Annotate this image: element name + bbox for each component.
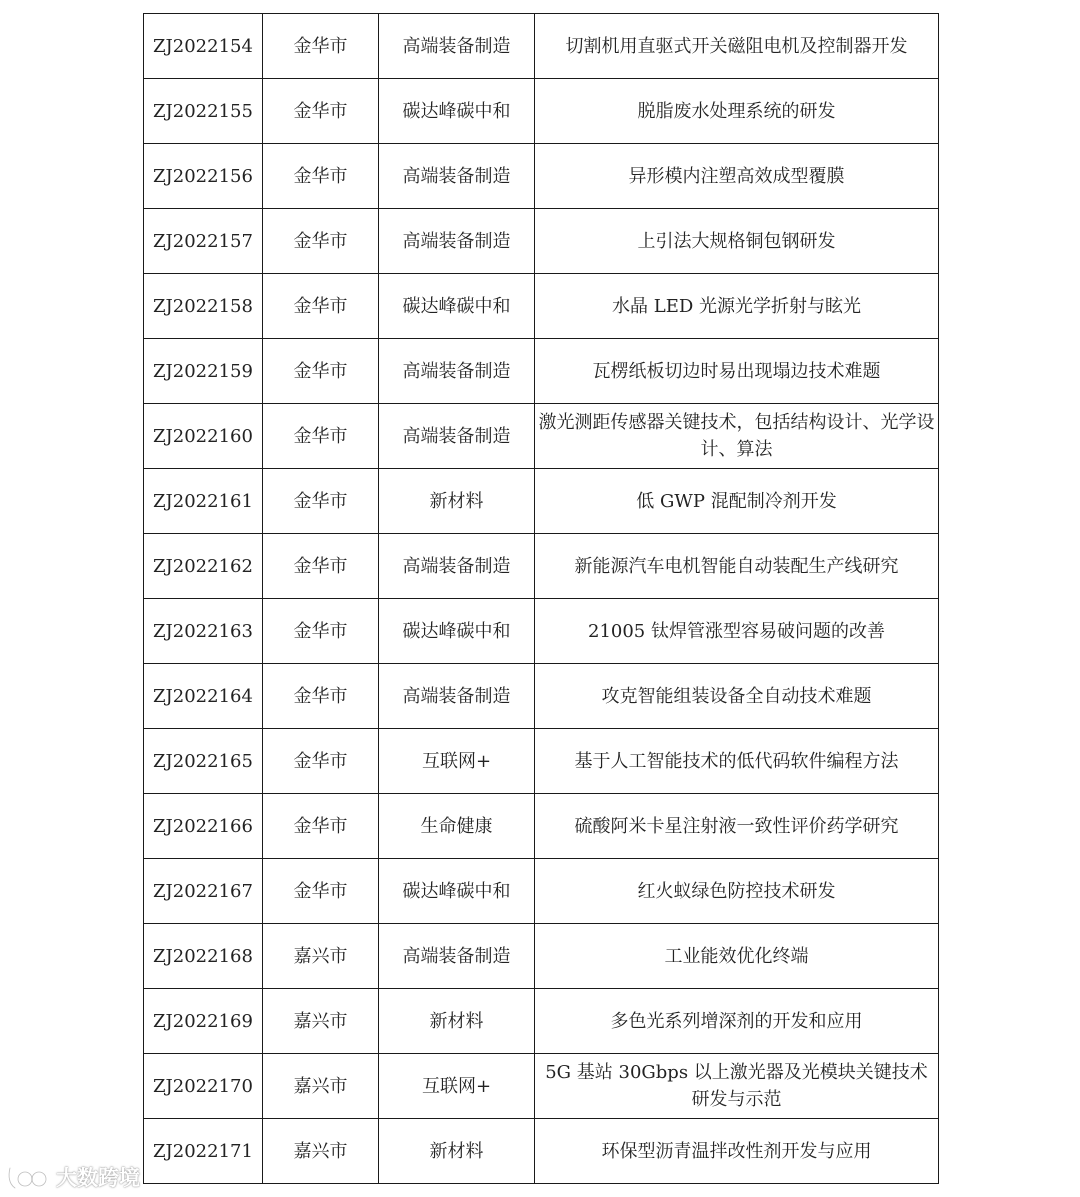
table-row xyxy=(144,469,939,534)
city-cell: 金华市 xyxy=(263,534,379,599)
table-row xyxy=(144,1119,939,1184)
table-row xyxy=(144,209,939,274)
project-code-cell: ZJ2022159 xyxy=(144,339,263,404)
field-cell: 高端装备制造 xyxy=(379,209,535,274)
city-cell: 金华市 xyxy=(263,729,379,794)
table-row xyxy=(144,599,939,664)
city-cell: 金华市 xyxy=(263,469,379,534)
city-cell: 嘉兴市 xyxy=(263,1119,379,1184)
project-code-cell: ZJ2022170 xyxy=(144,1054,263,1119)
project-code-cell: ZJ2022168 xyxy=(144,924,263,989)
field-cell: 高端装备制造 xyxy=(379,14,535,79)
city-cell: 金华市 xyxy=(263,14,379,79)
project-title-cell: 新能源汽车电机智能自动装配生产线研究 xyxy=(535,534,939,599)
city-cell: 金华市 xyxy=(263,664,379,729)
project-title-cell: 低 GWP 混配制冷剂开发 xyxy=(535,469,939,534)
table-row xyxy=(144,79,939,144)
table-row xyxy=(144,534,939,599)
table-row xyxy=(144,664,939,729)
project-code-cell: ZJ2022164 xyxy=(144,664,263,729)
project-code-cell: ZJ2022161 xyxy=(144,469,263,534)
project-code-cell: ZJ2022154 xyxy=(144,14,263,79)
field-cell: 新材料 xyxy=(379,1119,535,1184)
watermark-text: 大数跨境 xyxy=(56,1166,140,1190)
field-cell: 碳达峰碳中和 xyxy=(379,859,535,924)
project-code-cell: ZJ2022169 xyxy=(144,989,263,1054)
table-row xyxy=(144,859,939,924)
project-code-cell: ZJ2022171 xyxy=(144,1119,263,1184)
table-row xyxy=(144,339,939,404)
city-cell: 嘉兴市 xyxy=(263,924,379,989)
field-cell: 互联网+ xyxy=(379,1054,535,1119)
field-cell: 高端装备制造 xyxy=(379,534,535,599)
city-cell: 金华市 xyxy=(263,209,379,274)
project-title-cell: 21005 钛焊管涨型容易破问题的改善 xyxy=(535,599,939,664)
project-title-cell: 脱脂废水处理系统的研发 xyxy=(535,79,939,144)
project-title-cell: 多色光系列增深剂的开发和应用 xyxy=(535,989,939,1054)
city-cell: 金华市 xyxy=(263,599,379,664)
city-cell: 金华市 xyxy=(263,404,379,469)
project-title-cell: 红火蚁绿色防控技术研发 xyxy=(535,859,939,924)
project-title-cell: 5G 基站 30Gbps 以上激光器及光模块关键技术研发与示范 xyxy=(535,1054,939,1119)
watermark xyxy=(6,1160,140,1194)
city-cell: 金华市 xyxy=(263,339,379,404)
table-row xyxy=(144,989,939,1054)
project-title-cell: 基于人工智能技术的低代码软件编程方法 xyxy=(535,729,939,794)
table-row xyxy=(144,1054,939,1119)
project-code-cell: ZJ2022162 xyxy=(144,534,263,599)
project-title-cell: 激光测距传感器关键技术，包括结构设计、光学设计、算法 xyxy=(535,404,939,469)
table-row xyxy=(144,274,939,339)
city-cell: 金华市 xyxy=(263,274,379,339)
table-row xyxy=(144,14,939,79)
project-title-cell: 异形模内注塑高效成型覆膜 xyxy=(535,144,939,209)
field-cell: 高端装备制造 xyxy=(379,664,535,729)
project-title-cell: 切割机用直驱式开关磁阻电机及控制器开发 xyxy=(535,14,939,79)
project-code-cell: ZJ2022163 xyxy=(144,599,263,664)
city-cell: 金华市 xyxy=(263,79,379,144)
field-cell: 高端装备制造 xyxy=(379,144,535,209)
field-cell: 碳达峰碳中和 xyxy=(379,274,535,339)
project-title-cell: 攻克智能组装设备全自动技术难题 xyxy=(535,664,939,729)
table-row xyxy=(144,924,939,989)
project-title-cell: 瓦楞纸板切边时易出现塌边技术难题 xyxy=(535,339,939,404)
field-cell: 高端装备制造 xyxy=(379,924,535,989)
field-cell: 高端装备制造 xyxy=(379,404,535,469)
table-row xyxy=(144,144,939,209)
table-row xyxy=(144,794,939,859)
project-code-cell: ZJ2022160 xyxy=(144,404,263,469)
field-cell: 新材料 xyxy=(379,469,535,534)
table-row xyxy=(144,729,939,794)
project-table-body xyxy=(144,14,939,1184)
project-code-cell: ZJ2022165 xyxy=(144,729,263,794)
city-cell: 嘉兴市 xyxy=(263,989,379,1054)
project-table-container xyxy=(143,13,938,1184)
project-code-cell: ZJ2022158 xyxy=(144,274,263,339)
field-cell: 新材料 xyxy=(379,989,535,1054)
field-cell: 碳达峰碳中和 xyxy=(379,79,535,144)
city-cell: 嘉兴市 xyxy=(263,1054,379,1119)
city-cell: 金华市 xyxy=(263,144,379,209)
project-code-cell: ZJ2022166 xyxy=(144,794,263,859)
field-cell: 生命健康 xyxy=(379,794,535,859)
project-title-cell: 水晶 LED 光源光学折射与眩光 xyxy=(535,274,939,339)
field-cell: 高端装备制造 xyxy=(379,339,535,404)
project-title-cell: 工业能效优化终端 xyxy=(535,924,939,989)
project-code-cell: ZJ2022167 xyxy=(144,859,263,924)
project-code-cell: ZJ2022155 xyxy=(144,79,263,144)
dashu-logo-icon xyxy=(6,1162,50,1192)
field-cell: 互联网+ xyxy=(379,729,535,794)
project-code-cell: ZJ2022157 xyxy=(144,209,263,274)
project-code-cell: ZJ2022156 xyxy=(144,144,263,209)
project-title-cell: 上引法大规格铜包钢研发 xyxy=(535,209,939,274)
table-row xyxy=(144,404,939,469)
city-cell: 金华市 xyxy=(263,859,379,924)
city-cell: 金华市 xyxy=(263,794,379,859)
field-cell: 碳达峰碳中和 xyxy=(379,599,535,664)
project-title-cell: 环保型沥青温拌改性剂开发与应用 xyxy=(535,1119,939,1184)
project-title-cell: 硫酸阿米卡星注射液一致性评价药学研究 xyxy=(535,794,939,859)
project-table xyxy=(143,13,939,1184)
